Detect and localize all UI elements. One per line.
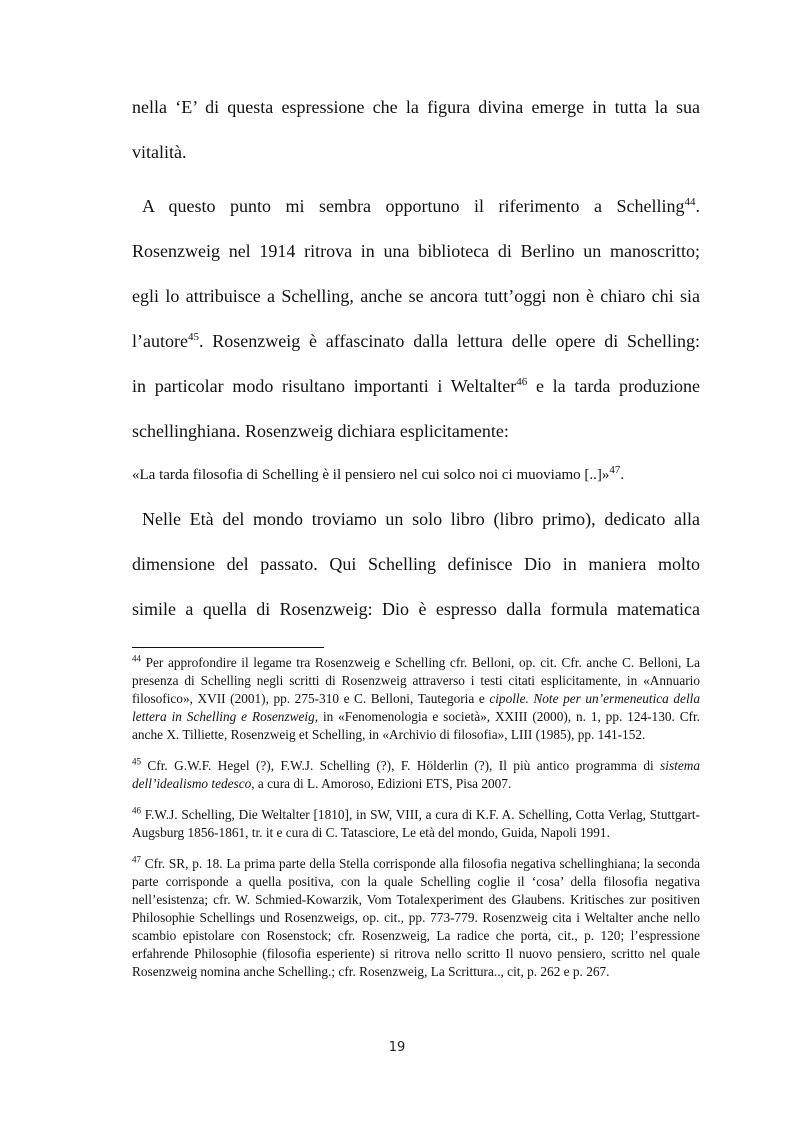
text-span: . [695, 196, 700, 216]
footnote-text: Cfr. SR, p. 18. La prima parte della Stella corrisponde alla filosofia negativa schellinghiana; la seconda parte corrisponde a quella positiva, con la quale Schelling coglie il ‘cosa’ della filosofia negativa nell’esistenza; cfr. W. Schmied-Kowarzik, Vom Totalexperiment des Glaubens. Kritisches zur positiven Philosophie Schellings und Rosenzweigs, op. cit., pp. 773-779. Rosenzweig cita i Weltalter anche nello scambio epistolare con Rosenstock; cfr. Rosenzweig, La radice che porta, cit., p. 120; l’espressione erfahrende Philosophie (filosofia esperiente) si ritrova nello scritto Il nuovo pensiero, scritto nel quale Rosenzweig nomina anche Schelling.; cfr. Rosenzweig, La Scrittura.., cit, p. 262 e p. 267. [132, 856, 700, 979]
footnote-ref-46[interactable]: 46 [516, 376, 528, 388]
text-span: . Rosenzweig è affascinato dalla lettura delle opere di Schelling: [198, 331, 700, 351]
text-line: vitalità. [132, 142, 187, 162]
text-line [132, 364, 700, 409]
block-quote [132, 464, 700, 486]
footnote-number: 46 [132, 805, 141, 816]
footnote-number: 47 [132, 854, 141, 865]
footnote-text: Cfr. G.W.F. Hegel (?), F.W.J. Schelling (?), F. Hölderlin (?), Il più antico programma di [141, 758, 661, 773]
footnote-ref-45[interactable]: 45 [187, 331, 199, 343]
footnote-number: 44 [132, 653, 141, 664]
footnote-46 [132, 806, 700, 842]
text-line: schellinghiana. Rosenzweig dichiara esplicitamente: [132, 421, 509, 441]
text-span: l’autore [132, 331, 188, 351]
paragraph-2 [132, 184, 700, 454]
text-span: in particolar modo risultano importanti i Weltalter [132, 376, 517, 396]
footnote-text: in «Fenomenologia e società», XXIII (2000), n. 1, pp. 124-130. Cfr. anche X. Tilliette, Rosenzweig et Schelling, in «Archivio di filosofia», LIII (1985), pp. 141-152. [132, 709, 701, 742]
text-line: Nelle Età del mondo troviamo un solo libro (libro primo), dedicato alla [142, 509, 700, 529]
page-number: 19 [388, 1040, 406, 1055]
text-line: Rosenzweig nel 1914 ritrova in una biblioteca di Berlino un manoscritto; [132, 241, 700, 261]
footnote-italic: cipolle. Note per un’ermeneutica della lettera in Schelling e Rosenzweig, [132, 691, 700, 724]
text-span: e la tarda produzione [527, 376, 700, 396]
footnote-text: , a cura di L. Amoroso, Edizioni ETS, Pisa 2007. [251, 776, 512, 791]
text-line: dimensione del passato. Qui Schelling definisce Dio in maniera molto [132, 554, 700, 574]
quote-text: «La tarda filosofia di Schelling è il pensiero nel cui solco noi ci muoviamo [..]» [132, 467, 610, 483]
footnote-text: Per approfondire il legame tra Rosenzweig e Schelling cfr. Belloni, op. cit. Cfr. anche C. Belloni, La presenza di Schelling negli scritti di Rosenzweig attraverso i testi citati esplicitamente, in «Annuario filosofico», XVII (2001), pp. 275-310 e C. Belloni, Tautegoria e [132, 655, 700, 706]
footnotes [132, 654, 700, 994]
footnote-separator [132, 647, 324, 648]
footnote-number: 45 [132, 756, 141, 767]
footnote-text: F.W.J. Schelling, Die Weltalter [1810], in SW, VIII, a cura di K.F. A. Schelling, Cotta Verlag, Stuttgart-Augsburg 1856-1861, tr. it e cura di C. Tatasciore, Le età del mondo, Guida, Napoli 1991. [132, 807, 700, 840]
footnote-ref-44[interactable]: 44 [684, 196, 696, 208]
text-span: A questo punto mi sembra opportuno il riferimento a Schelling [142, 196, 685, 216]
paragraph-1 [132, 85, 700, 175]
footnote-44 [132, 654, 700, 744]
footnote-45 [132, 757, 700, 793]
text-line: egli lo attribuisce a Schelling, anche se ancora tutt’oggi non è chiaro chi sia [132, 286, 700, 306]
text-line: nella ‘E’ di questa espressione che la figura divina emerge in tutta la sua [132, 97, 700, 117]
footnote-italic: sistema dell’idealismo tedesco [132, 758, 700, 791]
paragraph-3 [132, 497, 700, 632]
text-line: simile a quella di Rosenzweig: Dio è espresso dalla formula matematica [132, 599, 700, 619]
footnote-ref-47[interactable]: 47 [609, 464, 621, 476]
text-span: . [620, 467, 625, 483]
footnote-47 [132, 855, 700, 981]
text-line [132, 184, 700, 229]
text-line [132, 319, 700, 364]
